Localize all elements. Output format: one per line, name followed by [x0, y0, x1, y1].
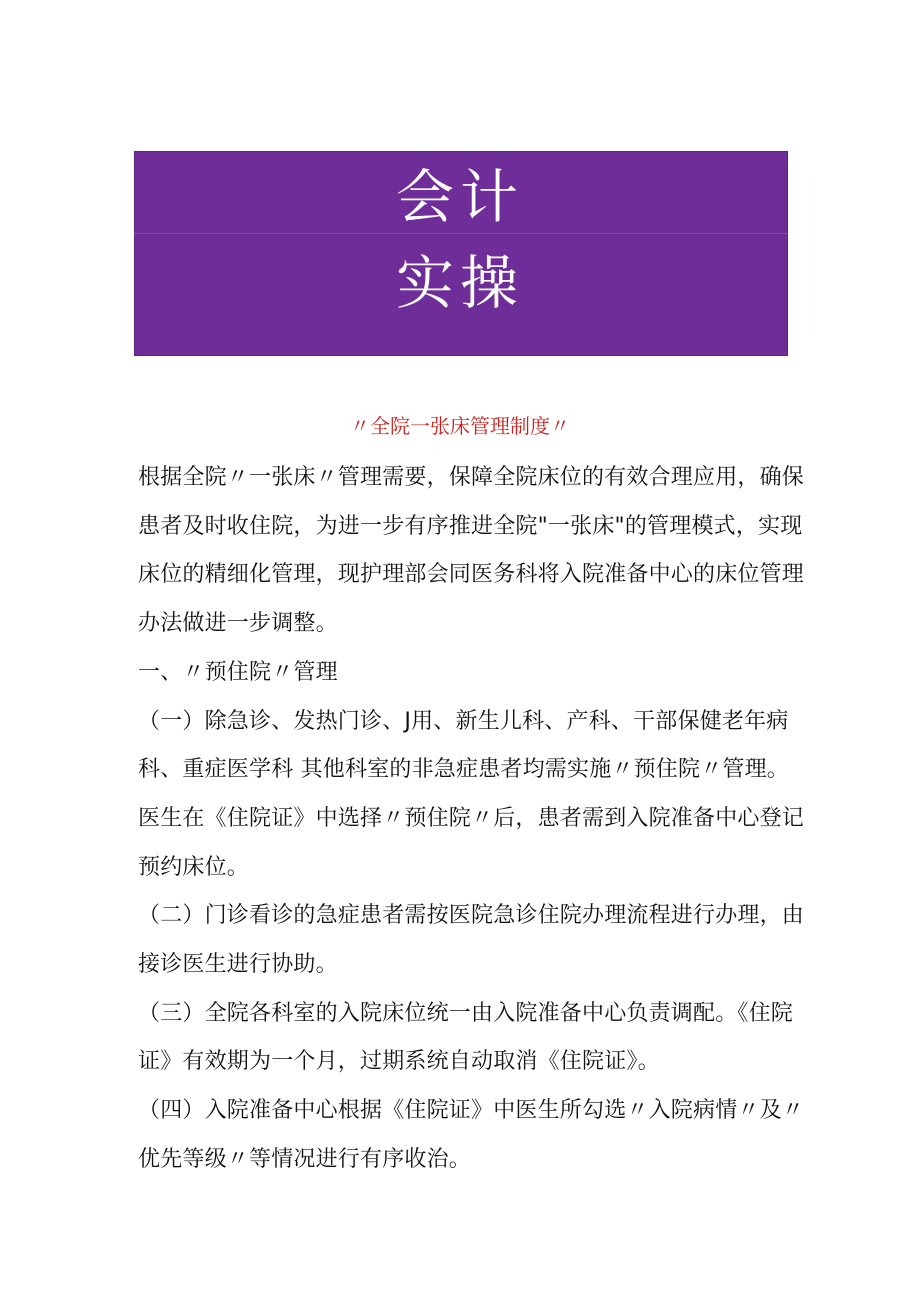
- document-body: [138, 454, 810, 1185]
- banner-title-line-2: 实操: [395, 249, 524, 317]
- paragraph-item-4: （四）入院准备中心根据《住院证》中医生所勾选〃入院病情〃及〃优先等级〃等情况进行有序收治。: [138, 1098, 805, 1172]
- banner-divider: [134, 233, 788, 234]
- paragraph-item-2: （二）门诊看诊的急症患者需按医院急诊住院办理流程进行办理，由接诊医生进行协助。: [138, 903, 805, 978]
- document-title: 〃全院一张床管理制度〃: [350, 414, 570, 438]
- section-heading-1: 一、〃预住院〃管理: [138, 659, 338, 685]
- banner-title-line-1: 会计: [395, 163, 524, 231]
- paragraph-item-3: （三）全院各科室的入院床位统一由入院准备中心负责调配。《住院证》有效期为一个月，过期系统自动取消《住院证》。: [138, 1000, 794, 1075]
- paragraph-item-1: （一）除急诊、发热门诊、J用、新生儿科、产科、干部保健老年病科、重症医学科 其他科室的非急症患者均需实施〃预住院〃管理。医生在《住院证》中选择〃预住院〃后，患者需到入院准备中心登记预约床位。: [138, 708, 805, 880]
- paragraph-intro: 根据全院〃一张床〃管理需要，保障全院床位的有效合理应用，确保患者及时收住院，为进一步有序推进全院"一张床"的管理模式，实现床位的精细化管理，现护理部会同医务科将入院准备中心的床位管理办法做进一步调整。: [138, 465, 805, 637]
